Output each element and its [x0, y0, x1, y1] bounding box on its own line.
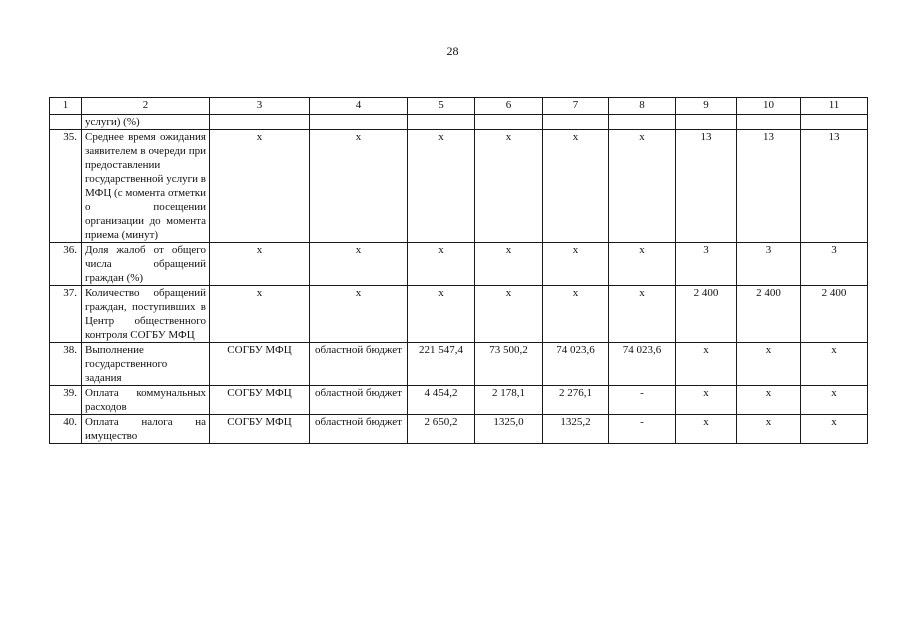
header-cell: 2 — [82, 98, 210, 115]
table-cell: 3 — [676, 243, 737, 286]
table-cell — [676, 115, 737, 130]
row-number — [50, 115, 82, 130]
table-cell: x — [609, 130, 676, 243]
table-cell: СОГБУ МФЦ — [210, 386, 310, 415]
table-cell: x — [609, 286, 676, 343]
table-cell — [310, 115, 408, 130]
table-row — [50, 243, 868, 286]
table-cell: 2 400 — [676, 286, 737, 343]
table-cell — [210, 115, 310, 130]
data-table — [49, 97, 868, 444]
table-cell — [801, 115, 868, 130]
table-cell: x — [310, 286, 408, 343]
indicator-name: услуги) (%) — [82, 115, 210, 130]
indicator-name: Количество обращений граждан, поступивших в Центр общественного контроля СОГБУ МФЦ — [82, 286, 210, 343]
row-number: 38. — [50, 343, 82, 386]
table-cell: x — [737, 386, 801, 415]
table-cell: областной бюджет — [310, 343, 408, 386]
header-cell: 10 — [737, 98, 801, 115]
header-row — [50, 98, 868, 115]
header-cell: 3 — [210, 98, 310, 115]
table-cell: x — [475, 286, 543, 343]
table-cell: 2 400 — [801, 286, 868, 343]
table-cell: x — [676, 343, 737, 386]
header-cell: 9 — [676, 98, 737, 115]
indicator-name: Среднее время ожидания заявителем в очереди при предоставлении государственной услуги в МФЦ (с момента отметки о посещении организации до момента приема (минут) — [82, 130, 210, 243]
table-cell: 13 — [676, 130, 737, 243]
table-cell: областной бюджет — [310, 386, 408, 415]
table-cell: x — [310, 130, 408, 243]
table-cell: областной бюджет — [310, 415, 408, 444]
header-cell: 11 — [801, 98, 868, 115]
table-cell: x — [210, 286, 310, 343]
table-cell: 74 023,6 — [609, 343, 676, 386]
table-cell: 73 500,2 — [475, 343, 543, 386]
indicator-name: Оплата коммунальных расходов — [82, 386, 210, 415]
table-cell: x — [676, 386, 737, 415]
table-cell: x — [801, 415, 868, 444]
table-cell: СОГБУ МФЦ — [210, 343, 310, 386]
table-cell: x — [475, 130, 543, 243]
row-number: 36. — [50, 243, 82, 286]
table-cell: x — [408, 243, 475, 286]
row-number: 39. — [50, 386, 82, 415]
header-cell: 6 — [475, 98, 543, 115]
continuation-row — [50, 115, 868, 130]
table-cell: - — [609, 415, 676, 444]
table-row — [50, 386, 868, 415]
header-cell: 7 — [543, 98, 609, 115]
page-number: 28 — [446, 44, 459, 58]
table-cell: - — [609, 386, 676, 415]
table-cell: 1325,0 — [475, 415, 543, 444]
table-cell: 2 178,1 — [475, 386, 543, 415]
table-row — [50, 415, 868, 444]
table-cell: x — [408, 286, 475, 343]
table-cell: 2 650,2 — [408, 415, 475, 444]
indicator-name: Выполнение государственного задания — [82, 343, 210, 386]
table-cell — [408, 115, 475, 130]
table-cell: x — [475, 243, 543, 286]
row-number: 40. — [50, 415, 82, 444]
header-cell: 1 — [50, 98, 82, 115]
table-cell: 1325,2 — [543, 415, 609, 444]
table-cell: x — [543, 243, 609, 286]
table-cell: 3 — [801, 243, 868, 286]
row-number: 35. — [50, 130, 82, 243]
table-cell: x — [543, 130, 609, 243]
table-cell: 13 — [801, 130, 868, 243]
indicator-name: Оплата налога на имущество — [82, 415, 210, 444]
table-cell: x — [543, 286, 609, 343]
table-cell: x — [801, 343, 868, 386]
table-row — [50, 343, 868, 386]
table-cell: x — [408, 130, 475, 243]
table-cell: x — [801, 386, 868, 415]
table-cell: x — [737, 415, 801, 444]
indicator-name: Доля жалоб от общего числа обращений граждан (%) — [82, 243, 210, 286]
table-cell: x — [210, 243, 310, 286]
table-cell — [609, 115, 676, 130]
table-cell — [737, 115, 801, 130]
table-cell: 4 454,2 — [408, 386, 475, 415]
table-cell: 74 023,6 — [543, 343, 609, 386]
table-cell: x — [737, 343, 801, 386]
table-cell — [475, 115, 543, 130]
table-cell: x — [310, 243, 408, 286]
row-number: 37. — [50, 286, 82, 343]
table-cell: x — [210, 130, 310, 243]
table-cell: 221 547,4 — [408, 343, 475, 386]
table-cell: 3 — [737, 243, 801, 286]
table-cell: x — [676, 415, 737, 444]
table-cell: 13 — [737, 130, 801, 243]
table-cell: СОГБУ МФЦ — [210, 415, 310, 444]
table-cell: x — [609, 243, 676, 286]
header-cell: 8 — [609, 98, 676, 115]
table-row — [50, 286, 868, 343]
table-row — [50, 130, 868, 243]
table-cell: 2 276,1 — [543, 386, 609, 415]
table-cell: 2 400 — [737, 286, 801, 343]
header-cell: 5 — [408, 98, 475, 115]
header-cell: 4 — [310, 98, 408, 115]
table-cell — [543, 115, 609, 130]
